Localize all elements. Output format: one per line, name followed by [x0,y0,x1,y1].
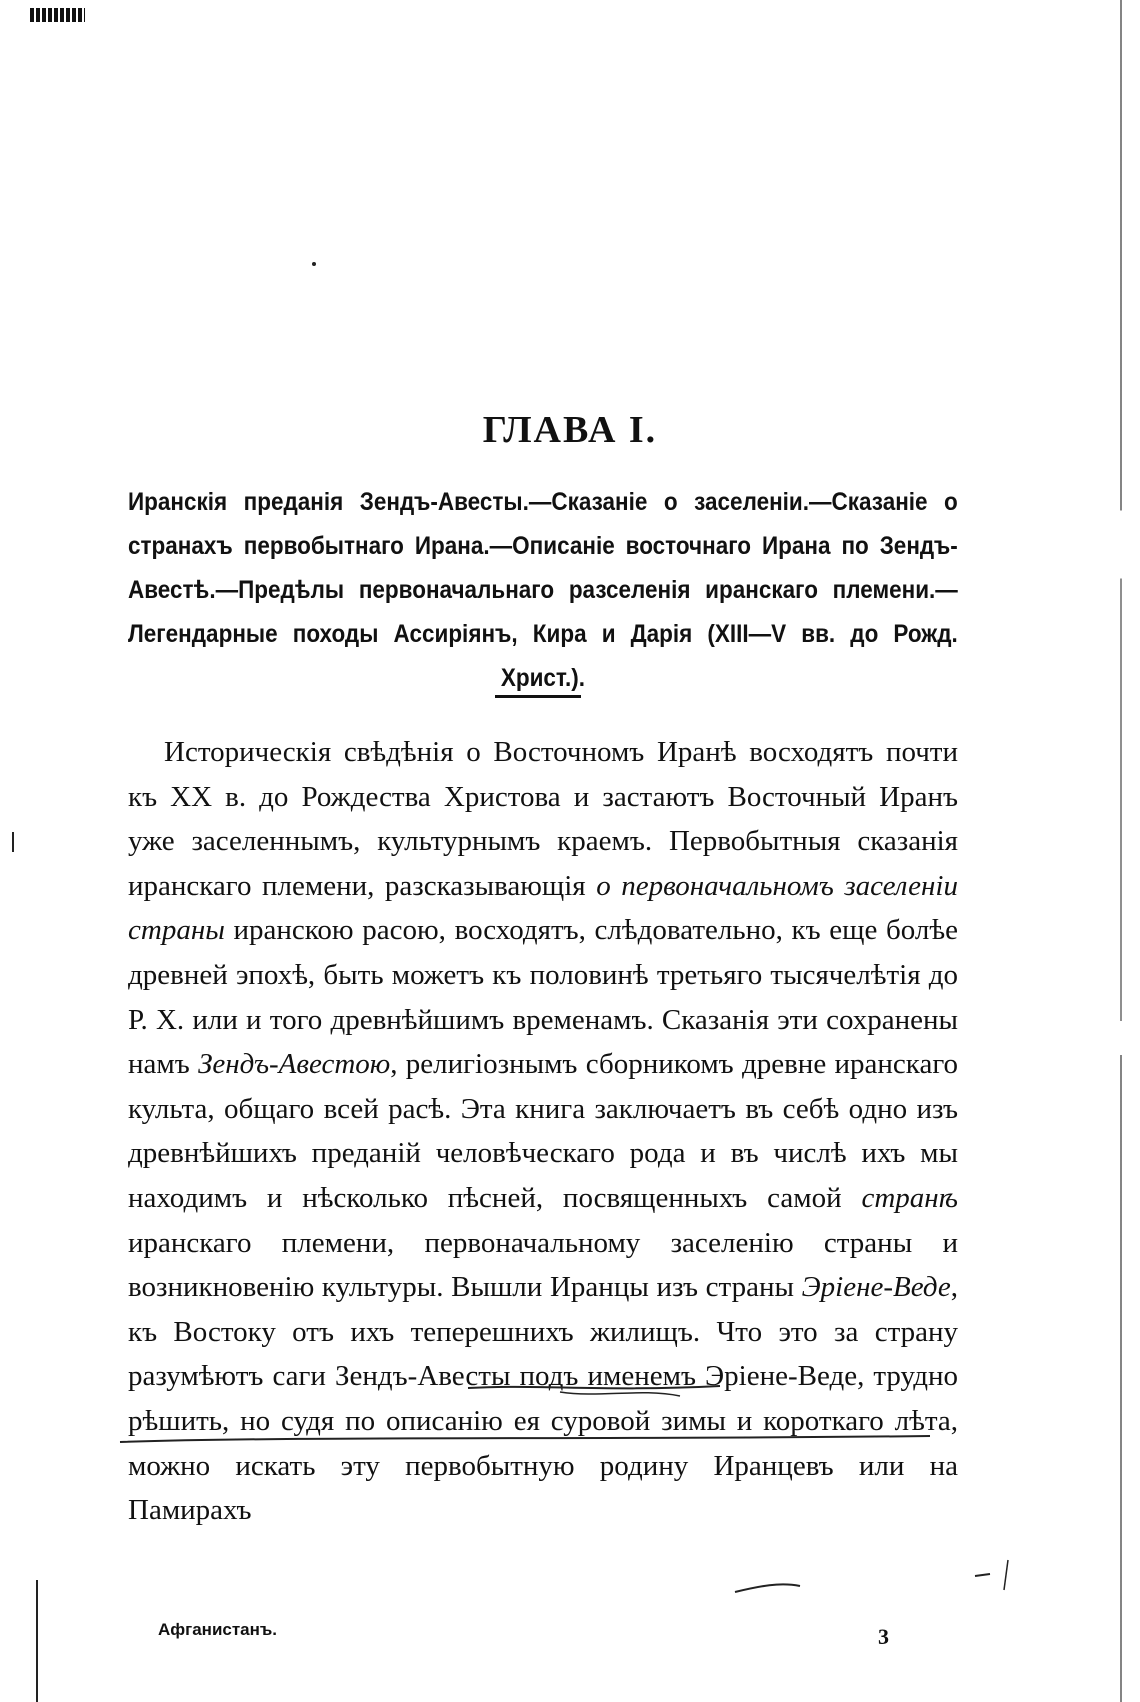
section-divider [495,695,581,698]
scan-speck [312,262,316,266]
pencil-underline [735,1584,800,1592]
italic-phrase: о первоначальномъ заселеніи страны [128,869,958,947]
body-paragraph [128,730,958,1533]
scan-edge-line [1120,0,1122,1702]
body-text-run: , религіознымъ сборникомъ древне иранскаго культа, общаго всей расѣ. Эта книга заключаетъ въ себѣ одно изъ древнѣйшихъ преданій человѣческаго рода и въ числѣ ихъ мы находимъ и нѣсколько пѣсней, посвященныхъ самой [128,1048,958,1214]
chapter-title: ГЛАВА I. [482,409,658,451]
italic-phrase: Зендъ-Авестою [198,1048,391,1081]
scan-corner-mark [30,8,85,22]
pencil-underline [975,1574,990,1576]
pencil-underline [1004,1560,1008,1590]
signature-mark: Афганистанъ. [158,1620,278,1639]
body-text-run: Историческія свѣдѣнія о Восточномъ Иранѣ восходятъ почти къ XX в. до Рождества Христова и застаютъ Восточный Иранъ уже заселеннымъ, культурнымъ краемъ. Первобытныя сказанія иранскаго племени, разсказывающія [128,736,958,902]
scan-edge-line-left [36,1580,38,1702]
body-text-run: иранскою расою, восходятъ, слѣдовательно, къ еще болѣе древней эпохѣ, быть можетъ къ половинѣ третьяго тысячелѣтія до Р. Х. или и того древнѣйшимъ временамъ. Сказанія эти сохранены намъ [128,914,958,1081]
chapter-summary: Иранскія преданія Зендъ-Авесты.—Сказаніе о заселеніи.—Сказаніе о странахъ первобытнаго Ирана.—Описаніе восточнаго Ирана по Зендъ-Авестѣ.—Предѣлы первоначальнаго разселенія иранскаго племени.—Легендарные походы Ассиріянъ, Кира и Дарія (XIII—V вв. до Рожд. Христ.). [128,488,958,692]
body-text-run: иранскаго племени, первоначальному заселенію страны и возникновенію культуры. Вышли Иранцы изъ страны [128,1226,958,1304]
italic-phrase: странѣ [861,1181,958,1214]
page-number: 3 [878,1624,889,1649]
italic-phrase: Эріене-Веде [801,1271,951,1304]
scan-speck [12,832,14,852]
body-text-run: , къ Востоку отъ ихъ теперешнихъ жилищъ. Что это за страну разумѣютъ саги Зендъ-Авесты подъ именемъ Эріене-Веде, трудно рѣшить, но судя по описанію ея суровой зимы и короткаго лѣта, можно искать эту первобытную родину Иранцевъ или на Памирахъ [128,1271,958,1527]
